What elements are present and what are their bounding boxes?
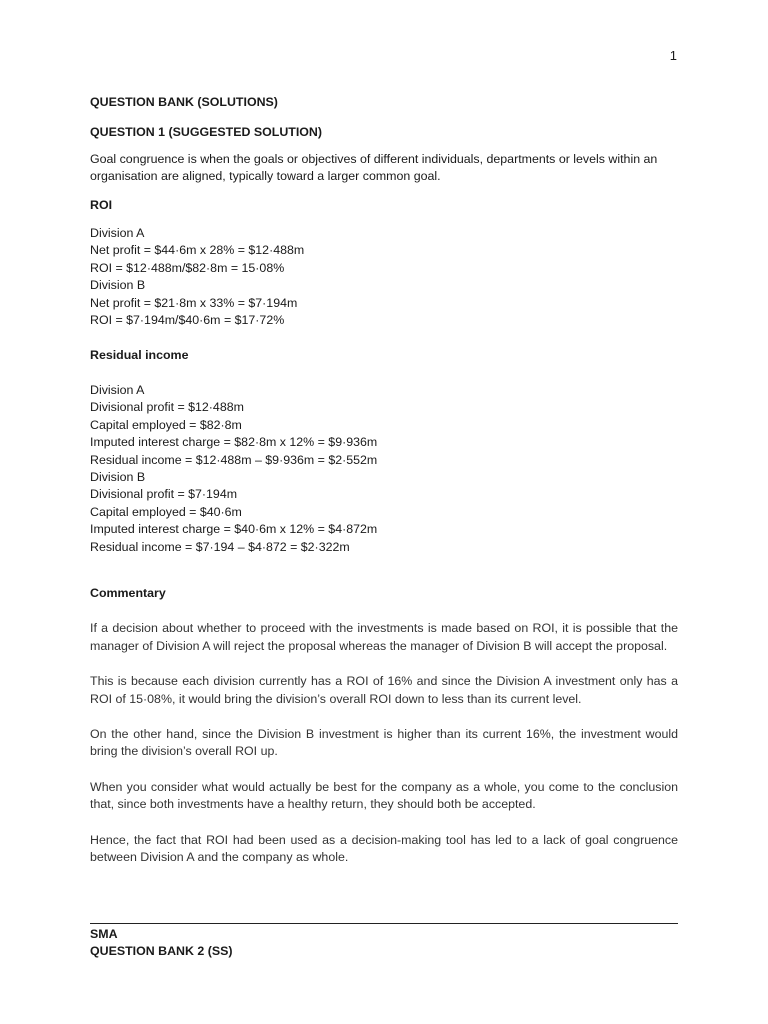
residual-income-line: Imputed interest charge = $82·8m x 12% = $9·936m	[90, 435, 378, 450]
residual-income-line: Residual income = $7·194 – $4·872 = $2·322m	[90, 539, 350, 554]
document-body	[90, 94, 678, 866]
roi-line: Net profit = $44·6m x 28% = $12·488m	[90, 243, 305, 258]
residual-income-line: Divisional profit = $12·488m	[90, 400, 244, 415]
commentary-heading: Commentary	[90, 585, 166, 600]
intro-paragraph: Goal congruence is when the goals or objectives of different individuals, departments or levels within an organisation are aligned, typically toward a larger common goal.	[90, 151, 658, 184]
document-title: QUESTION BANK (SOLUTIONS)	[90, 95, 278, 109]
residual-income-line: Capital employed = $40·6m	[90, 504, 242, 519]
roi-line: ROI = $7·194m/$40·6m = $17·72%	[90, 313, 285, 328]
residual-income-heading: Residual income	[90, 348, 189, 363]
residual-income-line: Imputed interest charge = $40·6m x 12% = $4·872m	[90, 522, 378, 537]
residual-income-calculations	[90, 382, 678, 556]
roi-line: Division B	[90, 278, 146, 293]
roi-line: Division A	[90, 226, 145, 241]
commentary-paragraph: If a decision about whether to proceed with the investments is made based on ROI, it is possible that the manager of Division A will reject the proposal whereas the manager of Division B will accept the proposal.	[90, 621, 678, 653]
residual-income-line: Division A	[90, 382, 145, 397]
question-heading: QUESTION 1 (SUGGESTED SOLUTION)	[90, 125, 322, 140]
commentary-paragraph: Hence, the fact that ROI had been used as a decision-making tool has led to a lack of goal congruence between Division A and the company as whole.	[90, 832, 678, 864]
residual-income-line: Divisional profit = $7·194m	[90, 487, 238, 502]
commentary-paragraph: On the other hand, since the Division B investment is higher than its current 16%, the investment would bring the division’s overall ROI up.	[90, 726, 678, 759]
residual-income-line: Residual income = $12·488m – $9·936m = $2·552m	[90, 452, 378, 467]
roi-heading: ROI	[90, 197, 113, 212]
roi-line: Net profit = $21·8m x 33% = $7·194m	[90, 295, 298, 310]
page-number: 1	[669, 48, 677, 63]
roi-calculations	[90, 225, 678, 329]
footer-document-name: QUESTION BANK 2 (SS)	[90, 944, 233, 959]
roi-line: ROI = $12·488m/$82·8m = 15·08%	[90, 260, 285, 275]
residual-income-line: Capital employed = $82·8m	[90, 417, 242, 432]
commentary-paragraph: This is because each division currently has a ROI of 16% and since the Division A investment only has a ROI of 15·08%, it would bring the division’s overall ROI down to less than its current level.	[90, 674, 678, 706]
commentary-paragraph: When you consider what would actually be best for the company as a whole, you come to the conclusion that, since both investments have a healthy return, they should both be accepted.	[90, 779, 678, 812]
residual-income-line: Division B	[90, 469, 146, 484]
footer-course-code: SMA	[90, 927, 118, 941]
page-footer	[90, 923, 678, 961]
